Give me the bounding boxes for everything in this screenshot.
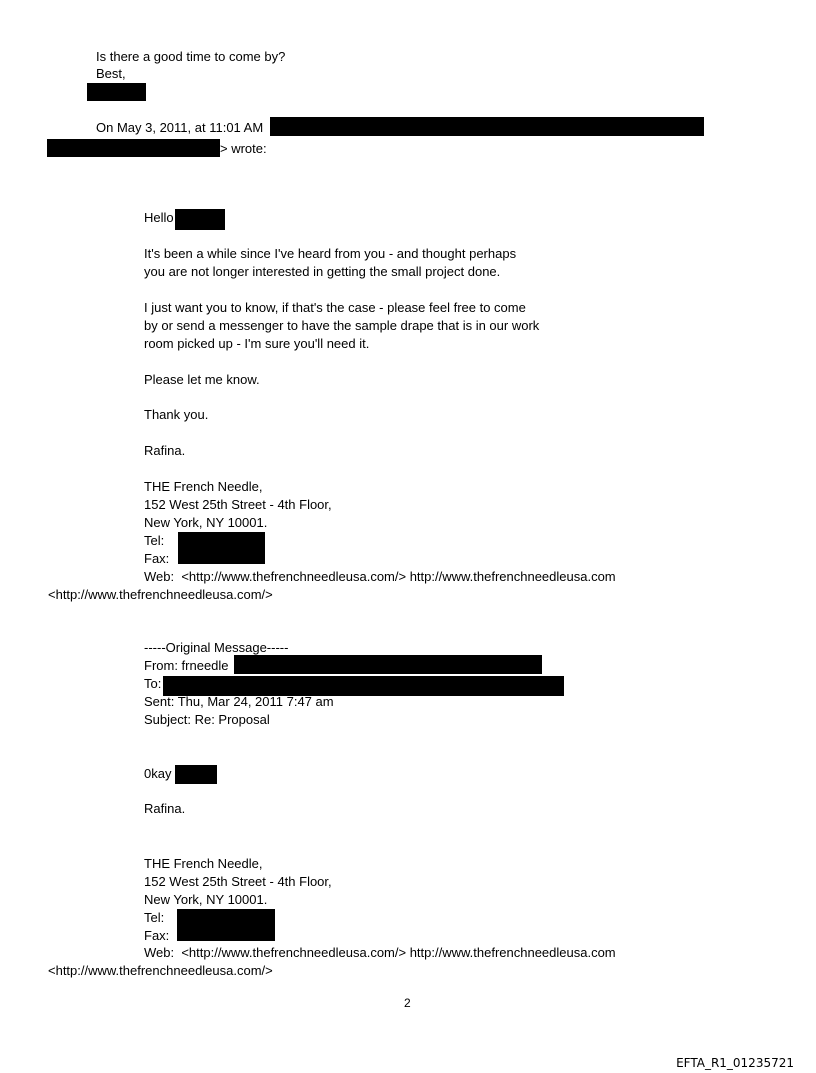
signature-fax-label: Fax: [144,551,170,566]
redaction-to-email [163,676,564,696]
original-sent: Sent: Thu, Mar 24, 2011 7:47 am [144,694,334,709]
signature-web: Web: <http://www.thefrenchneedleusa.com/> http://www.thefrenchneedleusa.com [144,945,616,960]
signature-company: THE French Needle, [144,856,263,871]
signature-street: 152 West 25th Street - 4th Floor, [144,874,332,889]
signature-web: Web: <http://www.thefrenchneedleusa.com/> http://www.thefrenchneedleusa.com [144,569,616,584]
text-paragraph: It's been a while since I've heard from you - and thought perhaps [144,246,517,261]
redaction-from-email [234,655,542,674]
redaction-reply-email-cont [47,139,220,157]
signature-company: THE French Needle, [144,479,263,494]
signature-city: New York, NY 10001. [144,892,268,907]
signature-web-cont: <http://www.thefrenchneedleusa.com/> [48,587,273,602]
original-to: To: [144,676,162,691]
text-question: Is there a good time to come by? [96,49,286,64]
text-paragraph: I just want you to know, if that's the case - please feel free to come [144,300,526,315]
signature-tel-label: Tel: [144,910,165,925]
text-reply-suffix: > wrote: [220,141,267,156]
redaction-reply-email [270,117,704,136]
redaction-recipient-name [175,209,225,230]
text-paragraph: you are not longer interested in getting the small project done. [144,264,501,279]
text-paragraph: by or send a messenger to have the sample drape that is in our work [144,318,540,333]
redaction-sender-name [87,83,146,101]
text-closing: Best, [96,66,126,81]
original-from: From: frneedle [144,658,229,673]
redaction-recipient-name [175,765,217,784]
signature-web-cont: <http://www.thefrenchneedleusa.com/> [48,963,273,978]
page-number: 2 [404,996,411,1010]
document-id: EFTA_R1_01235721 [676,1056,794,1070]
redaction-phone-numbers [177,909,275,941]
text-paragraph: Thank you. [144,407,209,422]
original-subject: Subject: Re: Proposal [144,712,270,727]
text-greeting: Hello [144,210,174,225]
redaction-phone-numbers [178,532,265,564]
signature-fax-label: Fax: [144,928,170,943]
text-signoff: Rafina. [144,801,186,816]
signature-street: 152 West 25th Street - 4th Floor, [144,497,332,512]
text-signoff: Rafina. [144,443,186,458]
original-message-marker: -----Original Message----- [144,640,289,655]
text-paragraph: Please let me know. [144,372,260,387]
signature-tel-label: Tel: [144,533,165,548]
text-greeting: 0kay [144,766,172,781]
signature-city: New York, NY 10001. [144,515,268,530]
text-reply-prefix: On May 3, 2011, at 11:01 AM [96,120,264,135]
text-paragraph: room picked up - I'm sure you'll need it. [144,336,370,351]
